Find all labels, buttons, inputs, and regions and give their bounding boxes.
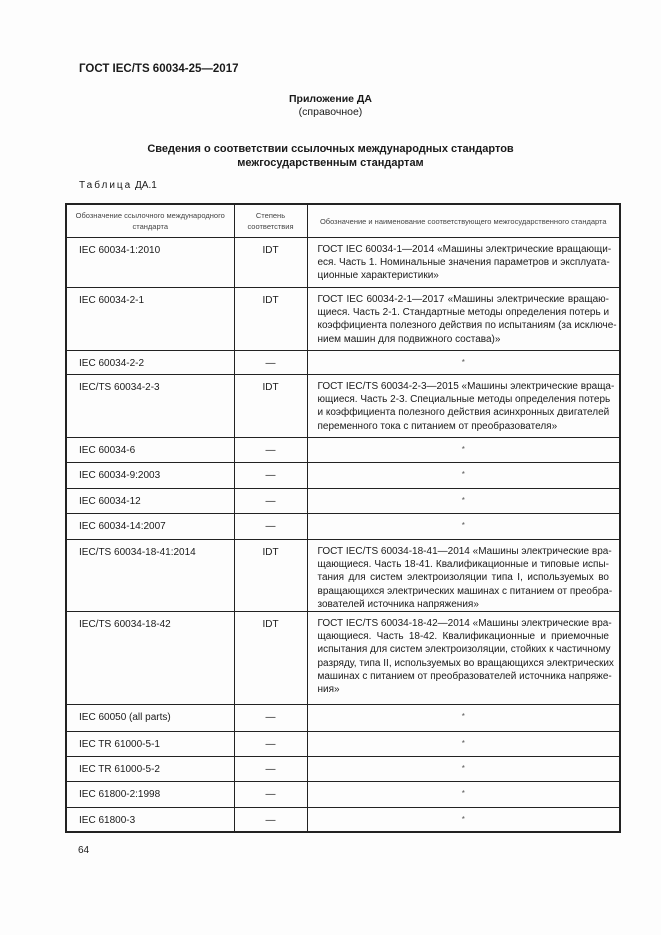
- table-caption: [79, 180, 157, 191]
- standards-table: [65, 203, 621, 833]
- appendix-subtitle: (справочное): [298, 106, 363, 118]
- interstate-standard: [307, 489, 620, 514]
- table-row: [66, 757, 620, 782]
- reference-standard: IEC/TS 60034-18-41:2014: [66, 540, 234, 612]
- conformity-degree: IDT: [234, 540, 307, 612]
- section-title: [0, 143, 661, 170]
- description-line: переменного тока с питанием от преобразователя»: [317, 420, 558, 432]
- interstate-standard: [307, 612, 620, 705]
- reference-standard: IEC 60034-12: [66, 489, 234, 514]
- description-line: ГОСТ IEC/TS 60034-18-41—2014 «Машины электрические вра-: [317, 546, 612, 557]
- description-line: машинах с питанием от преобразователей источника напряже-: [317, 670, 612, 682]
- interstate-standard: [307, 351, 620, 375]
- conformity-degree: IDT: [234, 612, 307, 705]
- reference-standard: IEC 60034-14:2007: [66, 514, 234, 540]
- interstate-standard: [307, 463, 620, 489]
- description-line: вращающихся электрических машинах с питанием от преобра-: [317, 585, 613, 597]
- table-header-row: [66, 204, 620, 238]
- table-row: [66, 514, 620, 540]
- page-number: 64: [78, 845, 90, 856]
- reference-standard: IEC TR 61000-5-2: [66, 757, 234, 782]
- conformity-degree: —: [234, 351, 307, 375]
- no-equivalent-mark: *: [461, 358, 465, 367]
- description-line: коэффициента полезного действия по испытаниям (за исключе-: [317, 320, 617, 332]
- reference-standard: IEC 61800-2:1998: [66, 782, 234, 808]
- conformity-degree: IDT: [234, 238, 307, 288]
- table-row: [66, 288, 620, 351]
- interstate-standard: [307, 808, 620, 832]
- column-header: Степень соответствия: [234, 204, 307, 238]
- description-line: ционные характеристики»: [317, 270, 439, 282]
- table-row: [66, 732, 620, 757]
- reference-standard: IEC/TS 60034-18-42: [66, 612, 234, 705]
- interstate-standard: [307, 514, 620, 540]
- conformity-degree: —: [234, 705, 307, 732]
- description-line: ющиеся. Часть 2-3. Специальные методы определения потерь: [317, 394, 611, 406]
- no-equivalent-mark: *: [461, 470, 465, 479]
- interstate-standard: [307, 438, 620, 463]
- appendix-title: Приложение ДА: [289, 93, 372, 105]
- conformity-degree: —: [234, 757, 307, 782]
- reference-standard: IEC/TS 60034-2-3: [66, 375, 234, 438]
- description-line: щающиеся. Часть 18-42. Квалификационные и приемочные: [317, 631, 609, 643]
- reference-standard: IEC 60050 (all parts): [66, 705, 234, 732]
- reference-standard: IEC 60034-2-1: [66, 288, 234, 351]
- description-line: ГОСТ IEC 60034-2-1—2017 «Машины электрические вращаю-: [317, 294, 609, 305]
- document-header: ГОСТ IEC/TS 60034-25—2017: [79, 63, 239, 75]
- conformity-degree: —: [234, 514, 307, 540]
- description-line: ния»: [317, 684, 340, 696]
- table-row: [66, 489, 620, 514]
- column-header: Обозначение и наименование соответствующего межгосударственного стандарта: [307, 204, 620, 238]
- table-caption-label: Таблица: [79, 180, 133, 191]
- description-line: испытания для систем электроизоляции, стойких к частичному: [317, 644, 611, 656]
- reference-standard: IEC 60034-1:2010: [66, 238, 234, 288]
- reference-standard: IEC TR 61000-5-1: [66, 732, 234, 757]
- no-equivalent-mark: *: [461, 712, 465, 722]
- table-row: [66, 705, 620, 732]
- description-line: щающиеся. Часть 18-41. Квалификационные и типовые испы-: [317, 559, 609, 571]
- interstate-standard: [307, 288, 620, 351]
- interstate-standard: [307, 705, 620, 732]
- no-equivalent-mark: *: [461, 521, 465, 530]
- no-equivalent-mark: *: [461, 496, 465, 505]
- conformity-degree: IDT: [234, 375, 307, 438]
- description-line: и коэффициента полезного действия асинхронных двигателей: [317, 407, 610, 419]
- description-line: ГОСТ IEC 60034-1—2014 «Машины электрические вращающи-: [317, 244, 612, 255]
- table-row: [66, 463, 620, 489]
- conformity-degree: IDT: [234, 288, 307, 351]
- description-line: щиеся. Часть 2-1. Стандартные методы определения потерь и: [317, 307, 610, 319]
- table-caption-number: ДА.1: [135, 180, 157, 191]
- interstate-standard: [307, 238, 620, 288]
- interstate-standard: [307, 375, 620, 438]
- interstate-standard: [307, 782, 620, 808]
- interstate-standard: [307, 757, 620, 782]
- table-row: [66, 438, 620, 463]
- appendix-heading: [0, 93, 661, 119]
- table-row: [66, 238, 620, 288]
- section-title-line: Сведения о соответствии ссылочных международных стандартов: [147, 143, 514, 155]
- description-line: нием машин для подвижного состава)»: [317, 333, 501, 345]
- reference-standard: IEC 60034-6: [66, 438, 234, 463]
- interstate-standard: [307, 540, 620, 612]
- conformity-degree: —: [234, 489, 307, 514]
- conformity-degree: —: [234, 808, 307, 832]
- reference-standard: IEC 60034-9:2003: [66, 463, 234, 489]
- interstate-standard: [307, 732, 620, 757]
- table-row: [66, 375, 620, 438]
- no-equivalent-mark: *: [461, 739, 465, 749]
- section-title-line: межгосударственным стандартам: [237, 156, 424, 169]
- column-header: Обозначение ссылочного международного стандарта: [66, 204, 234, 238]
- table-row: [66, 540, 620, 612]
- reference-standard: IEC 61800-3: [66, 808, 234, 832]
- no-equivalent-mark: *: [461, 764, 465, 774]
- table-row: [66, 612, 620, 705]
- description-line: еся. Часть 1. Номинальные значения параметров и эксплуата-: [317, 257, 610, 269]
- table-row: [66, 351, 620, 375]
- conformity-degree: —: [234, 438, 307, 463]
- description-line: разряду, типа II, используемых во вращающихся электрических: [317, 657, 614, 669]
- table-row: [66, 808, 620, 832]
- description-line: ГОСТ IEC/TS 60034-18-42—2014 «Машины электрические вра-: [317, 618, 612, 630]
- description-line: зователей источника напряжения»: [317, 598, 479, 610]
- no-equivalent-mark: *: [461, 789, 465, 799]
- description-line: тания для систем электроизоляции типа I, используемых во: [317, 572, 609, 584]
- table-row: [66, 782, 620, 808]
- conformity-degree: —: [234, 732, 307, 757]
- reference-standard: IEC 60034-2-2: [66, 351, 234, 375]
- conformity-degree: —: [234, 463, 307, 489]
- no-equivalent-mark: *: [461, 815, 465, 825]
- description-line: ГОСТ IEC/TS 60034-2-3—2015 «Машины электрические враща-: [317, 381, 615, 392]
- conformity-degree: —: [234, 782, 307, 808]
- no-equivalent-mark: *: [461, 445, 465, 454]
